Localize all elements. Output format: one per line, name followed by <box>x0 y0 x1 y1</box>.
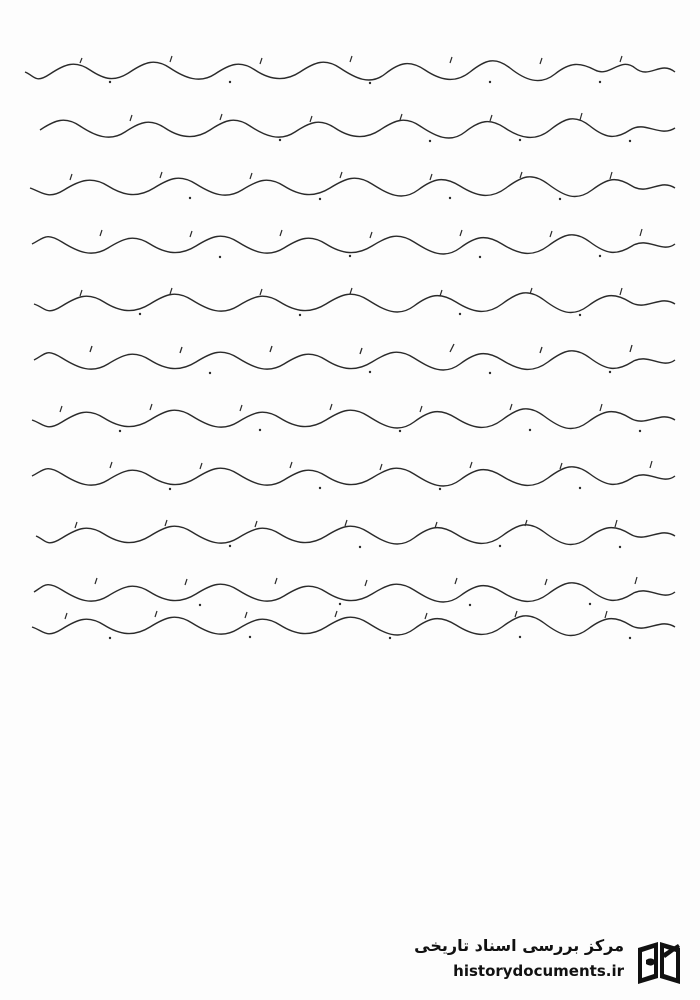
book-pen-emblem-icon <box>632 934 686 988</box>
handwritten-line <box>20 50 680 90</box>
handwritten-line <box>20 282 680 322</box>
handwritten-line <box>20 514 680 554</box>
org-website: historydocuments.ir <box>453 962 624 980</box>
handwritten-line <box>20 340 680 380</box>
handwritten-line <box>20 398 680 438</box>
handwritten-line <box>20 224 680 264</box>
handwritten-line <box>20 108 680 148</box>
handwritten-line <box>20 605 680 645</box>
org-name: مرکز بررسی اسناد تاریخی <box>414 936 624 955</box>
archive-watermark <box>400 930 700 990</box>
handwritten-line <box>20 456 680 496</box>
handwritten-line <box>20 166 680 206</box>
handwritten-text-block <box>20 50 680 630</box>
